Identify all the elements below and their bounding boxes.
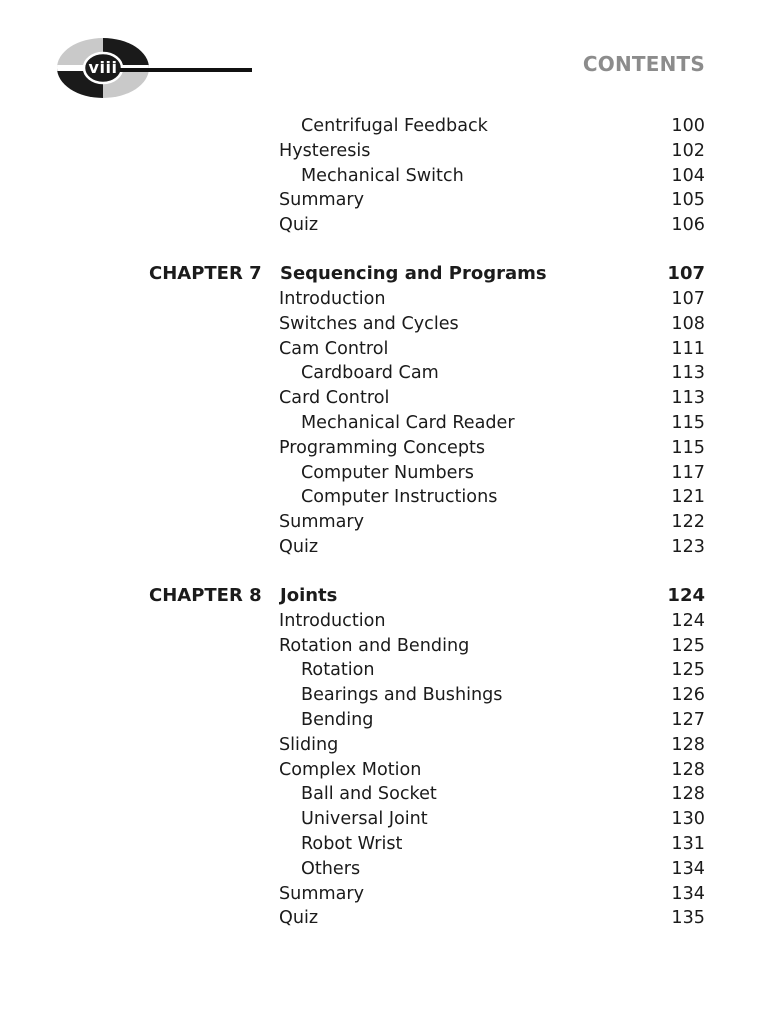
toc-entry (0, 386, 762, 411)
entry-title: Universal Joint (301, 809, 428, 830)
entry-page: 100 (671, 116, 705, 136)
entry-page: 134 (671, 858, 705, 879)
entry-title: Mechanical Card Reader (301, 412, 515, 433)
toc-entry (0, 634, 762, 659)
chapter-8-section (0, 583, 762, 931)
page-number: viii (88, 58, 118, 77)
continued-section (0, 114, 762, 238)
toc-entry (0, 882, 762, 907)
entry-page: 111 (671, 338, 705, 359)
entry-page: 105 (671, 190, 705, 211)
entry-title: Quiz (279, 536, 319, 557)
entry-page: 130 (671, 809, 705, 830)
toc-entry (0, 535, 762, 560)
entry-page: 128 (671, 759, 705, 780)
toc-entry (0, 361, 762, 386)
entry-page: 134 (671, 883, 705, 904)
entry-page: 125 (671, 660, 705, 681)
entry-title: Mechanical Switch (301, 165, 464, 186)
toc-entry (0, 213, 762, 238)
toc-entry (0, 114, 762, 139)
entry-page: 106 (671, 215, 705, 236)
entry-title: Summary (279, 512, 365, 533)
entry-title: Others (301, 858, 361, 879)
entry-page: 122 (671, 512, 705, 533)
toc-entry (0, 164, 762, 189)
toc-entry (0, 733, 762, 758)
entry-page: 115 (671, 437, 705, 458)
entry-title: Hysteresis (279, 140, 371, 161)
toc-entry (0, 436, 762, 461)
entry-title: Ball and Socket (301, 784, 437, 805)
entry-page: 104 (671, 165, 705, 186)
entry-title: Rotation (301, 660, 375, 681)
chapter-title: Joints (280, 584, 338, 606)
toc-entry (0, 188, 762, 213)
entry-title: Quiz (279, 215, 319, 236)
entry-page: 123 (671, 536, 705, 557)
entry-title: Complex Motion (279, 759, 422, 780)
entry-title: Quiz (279, 908, 319, 929)
toc-entry (0, 906, 762, 931)
entry-title: Bearings and Bushings (301, 685, 503, 706)
entry-title: Rotation and Bending (279, 635, 470, 656)
chapter-page: 124 (667, 584, 705, 606)
entry-title: Summary (279, 190, 365, 211)
chapter-page: 107 (667, 262, 705, 284)
toc-entry (0, 832, 762, 857)
toc-entry (0, 287, 762, 312)
entry-page: 108 (671, 313, 705, 334)
entry-title: Switches and Cycles (279, 313, 459, 334)
entry-title: Centrifugal Feedback (301, 116, 488, 136)
entry-title: Bending (301, 709, 374, 730)
toc-entry (0, 683, 762, 708)
chapter-title: Sequencing and Programs (280, 262, 547, 284)
running-head: CONTENTS (582, 52, 705, 76)
entry-page: 121 (671, 487, 705, 508)
entry-page: 135 (671, 908, 705, 929)
entry-page: 126 (671, 685, 705, 706)
entry-page: 117 (671, 462, 705, 483)
toc-entry (0, 857, 762, 882)
entry-title: Cardboard Cam (301, 363, 439, 384)
toc-entry (0, 510, 762, 535)
entry-page: 128 (671, 784, 705, 805)
entry-page: 131 (671, 833, 705, 854)
entry-title: Computer Instructions (301, 487, 498, 508)
page-header (0, 0, 762, 110)
entry-title: Computer Numbers (301, 462, 474, 483)
chapter-7-section (0, 261, 762, 560)
toc-entry (0, 337, 762, 362)
table-of-contents (0, 114, 762, 931)
chapter-heading (0, 261, 762, 287)
entry-page: 102 (671, 140, 705, 161)
entry-title: Cam Control (279, 338, 389, 359)
entry-page: 125 (671, 635, 705, 656)
entry-page: 127 (671, 709, 705, 730)
toc-entry (0, 609, 762, 634)
chapter-number: CHAPTER 7 (149, 262, 262, 284)
entry-title: Introduction (279, 288, 386, 309)
toc-entry (0, 411, 762, 436)
entry-page: 113 (671, 363, 705, 384)
entry-title: Card Control (279, 388, 390, 409)
toc-entry (0, 782, 762, 807)
entry-page: 107 (671, 288, 705, 309)
toc-entry (0, 139, 762, 164)
toc-entry (0, 461, 762, 486)
entry-title: Introduction (279, 610, 386, 631)
entry-page: 128 (671, 734, 705, 755)
toc-entry (0, 658, 762, 683)
entry-title: Summary (279, 883, 365, 904)
chapter-heading (0, 583, 762, 609)
header-rule (120, 68, 252, 72)
toc-entry (0, 312, 762, 337)
toc-entry (0, 807, 762, 832)
entry-page: 115 (671, 412, 705, 433)
chapter-number: CHAPTER 8 (149, 584, 262, 606)
toc-entry (0, 485, 762, 510)
toc-entry (0, 708, 762, 733)
entry-page: 113 (671, 388, 705, 409)
entry-title: Sliding (279, 734, 339, 755)
entry-title: Robot Wrist (301, 833, 403, 854)
entry-title: Programming Concepts (279, 437, 486, 458)
toc-entry (0, 758, 762, 783)
entry-page: 124 (671, 610, 705, 631)
